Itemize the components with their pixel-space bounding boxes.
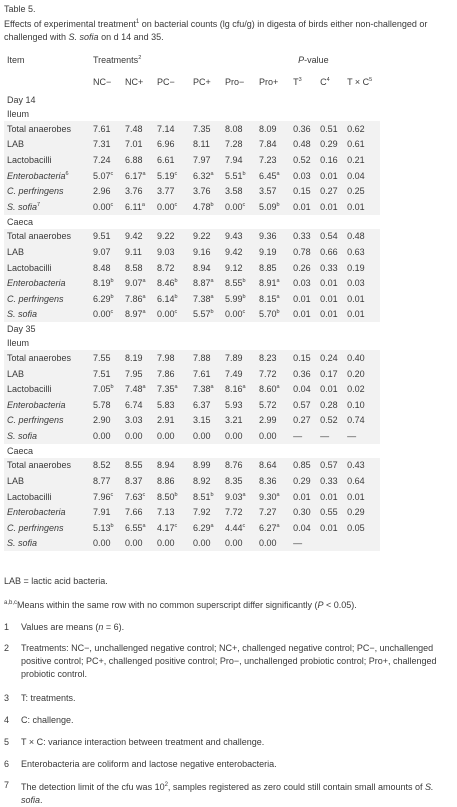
header-p-col: $T^3$ bbox=[293, 77, 302, 87]
value-cell: 9.22 bbox=[190, 229, 222, 245]
day-label: Day 14 bbox=[7, 95, 36, 105]
pvalue-cell: 0.01 bbox=[317, 381, 344, 397]
value-cell: 6.74 bbox=[122, 397, 154, 413]
value-cell: 7.13 bbox=[154, 504, 190, 520]
pvalue-cell: 0.36 bbox=[290, 121, 317, 137]
value-cell: 7.35 bbox=[190, 121, 222, 137]
table-label: Table 5. bbox=[4, 4, 36, 14]
value-cell: 7.63$^c$ bbox=[122, 489, 154, 505]
site-row bbox=[4, 444, 452, 458]
value-cell: 8.55$^b$ bbox=[222, 275, 256, 291]
value-cell: 2.99 bbox=[256, 413, 290, 429]
value-cell: 9.51 bbox=[90, 229, 122, 245]
pvalue-cell: 0.01 bbox=[317, 168, 344, 184]
table-row bbox=[4, 504, 452, 520]
row-label: S. sofia$^7$ bbox=[4, 199, 90, 215]
pvalue-cell: 0.21 bbox=[344, 152, 380, 168]
pvalue-cell: 0.52 bbox=[317, 413, 344, 429]
day-row bbox=[4, 322, 452, 336]
value-cell: 8.58 bbox=[122, 260, 154, 276]
value-cell: 7.48 bbox=[122, 121, 154, 137]
value-cell: 7.01 bbox=[122, 137, 154, 153]
value-cell: 8.37 bbox=[122, 473, 154, 489]
value-cell: 8.64 bbox=[256, 458, 290, 474]
value-cell: 7.14 bbox=[154, 121, 190, 137]
value-cell: 0.00 bbox=[222, 428, 256, 444]
pvalue-cell: 0.55 bbox=[317, 504, 344, 520]
value-cell: 3.21 bbox=[222, 413, 256, 429]
site-row bbox=[4, 107, 452, 121]
table-row bbox=[4, 307, 452, 323]
value-cell: 2.96 bbox=[90, 183, 122, 199]
value-cell: 6.45$^a$ bbox=[256, 168, 290, 184]
value-cell: 8.19 bbox=[122, 350, 154, 366]
table-row bbox=[4, 168, 452, 184]
header-col: NC+ bbox=[125, 77, 144, 87]
row-label: Total anaerobes bbox=[4, 350, 90, 366]
footnote-significance: $^{a,b,c}$Means within the same row with no common superscript differ significantly (P < 0.05). bbox=[4, 600, 357, 610]
pvalue-cell: 0.48 bbox=[290, 137, 317, 153]
pvalue-cell: 0.10 bbox=[344, 397, 380, 413]
site-label: Ileum bbox=[7, 109, 30, 119]
value-cell: 8.91$^a$ bbox=[256, 275, 290, 291]
value-cell: 7.27 bbox=[256, 504, 290, 520]
value-cell: 7.35$^a$ bbox=[154, 381, 190, 397]
value-cell: 9.43 bbox=[222, 229, 256, 245]
row-label: LAB bbox=[4, 137, 90, 153]
value-cell: 5.09$^b$ bbox=[256, 199, 290, 215]
row-label: Lactobacilli bbox=[4, 152, 90, 168]
pvalue-cell: 0.20 bbox=[344, 366, 380, 382]
value-cell: 7.24 bbox=[90, 152, 122, 168]
value-cell: 0.00 bbox=[122, 536, 154, 552]
pvalue-cell: 0.40 bbox=[344, 350, 380, 366]
value-cell: 8.46$^b$ bbox=[154, 275, 190, 291]
pvalue-cell: 0.52 bbox=[290, 152, 317, 168]
value-cell: 5.99$^b$ bbox=[222, 291, 256, 307]
table-row bbox=[4, 152, 452, 168]
value-cell: 3.57 bbox=[256, 183, 290, 199]
table-row bbox=[4, 350, 452, 366]
table-row bbox=[4, 244, 452, 260]
row-label: Lactobacilli bbox=[4, 489, 90, 505]
value-cell: 7.31 bbox=[90, 137, 122, 153]
value-cell: 3.58 bbox=[222, 183, 256, 199]
pvalue-cell: 0.03 bbox=[344, 275, 380, 291]
table-row bbox=[4, 428, 452, 444]
value-cell: 4.17$^c$ bbox=[154, 520, 190, 536]
pvalue-cell: 0.61 bbox=[344, 137, 380, 153]
value-cell: 7.94 bbox=[222, 152, 256, 168]
value-cell: 9.42 bbox=[222, 244, 256, 260]
value-cell: 8.60$^a$ bbox=[256, 381, 290, 397]
table-row bbox=[4, 397, 452, 413]
row-label: LAB bbox=[4, 473, 90, 489]
value-cell: 7.48$^a$ bbox=[122, 381, 154, 397]
value-cell: 0.00 bbox=[122, 428, 154, 444]
value-cell: 9.19 bbox=[256, 244, 290, 260]
row-label: Enterobacteria bbox=[4, 397, 90, 413]
pvalue-cell: 0.01 bbox=[344, 489, 380, 505]
value-cell: 7.66 bbox=[122, 504, 154, 520]
row-label: Enterobacteria bbox=[4, 275, 90, 291]
value-cell: 0.00 bbox=[256, 536, 290, 552]
pvalue-cell: 0.01 bbox=[317, 275, 344, 291]
value-cell: 7.38$^a$ bbox=[190, 381, 222, 397]
value-cell: 8.85 bbox=[256, 260, 290, 276]
pvalue-cell: 0.01 bbox=[290, 199, 317, 215]
pvalue-cell: 0.28 bbox=[317, 397, 344, 413]
value-cell: 8.99 bbox=[190, 458, 222, 474]
value-cell: 7.95 bbox=[122, 366, 154, 382]
pvalue-cell: 0.04 bbox=[290, 381, 317, 397]
value-cell: 6.14$^b$ bbox=[154, 291, 190, 307]
table-row bbox=[4, 260, 452, 276]
header-item: Item bbox=[7, 55, 25, 65]
pvalue-cell: 0.43 bbox=[344, 458, 380, 474]
value-cell: 8.50$^b$ bbox=[154, 489, 190, 505]
value-cell: 8.94 bbox=[154, 458, 190, 474]
pvalue-cell: 0.27 bbox=[290, 413, 317, 429]
row-label: S. sofia bbox=[4, 428, 90, 444]
pvalue-cell: 0.33 bbox=[290, 229, 317, 245]
table-document: Table 5. Effects of experimental treatment$^1$ on bacterial counts (lg cfu/g) in digesta of birds either non-challenged or challenged with S. sofia on d 14 and 35. Item Treatments$^2$ P-value NC− NC+ PC− PC+ Pro− Pro+ $T^3$ $C^4$ $T \times C^5$ Day 14 Ileum Total anaerobes 7.61 7.48 7.14 7.35 8.08 8.09 0.36 0.51 0.62 LAB 7.31 7.01 6.96 8.11 7.28 7.84 0.48 0.29 0.61 Lactobacilli 7.24 6.88 6.61 7.97 7.94 7.23 0.52 0.16 0.21 Enterobacteria$^6$ 5.07$^c$ 6.17$^a$ 5.19$^c$ 6.32$^a$ 5.51$^b$ 6.45$^a$ 0.03 0.01 0.04 C. perfringens 2.96 3.76 3.77 3.76 3.58 3.57 0.15 0.27 0.25 S. sofia$^7$ 0.00$^c$ 6.11$^a$ 0.00$^c$ 4.78$^b$ 0.00$^c$ 5.09$^b$ 0.01 0.01 0.01 Caeca Total anaerobes 9.51 9.42 9.22 9.22 9.43 9.36 0.33 0.54 0.48 LAB 9.07 9.11 9.03 9.16 9.42 9.19 0.78 0.66 0.63 Lactobacilli 8.48 8.58 8.72 8.94 9.12 8.85 0.26 0.33 0.19 Enterobacteria 8.19$^b$ 9.07$^a$ 8.46$^b$ 8.87$^a$ 8.55$^b$ 8.91$^a$ 0.03 0.01 0.03 C. perfringens 6.29$^b$ 7.86$^a$ 6.14$^b$ 7.38$^a$ 5.99$^b$ 8.15$^a$ 0.01 0.01 0.01 S. sofia 0.00$^c$ 8.97$^a$ 0.00$^c$ 5.57$^b$ 0.00$^c$ 5.70$^b$ 0.01 0.01 0.01 Day 35 Ileum Total anaerobes 7.55 8.19 7.98 7.88 7.89 8.23 0.15 0.24 0.40 LAB 7.51 7.95 7.86 7.61 7.49 7.72 0.36 0.17 0.20 Lactobacilli 7.05$^b$ 7.48$^a$ 7.35$^a$ 7.38$^a$ 8.16$^a$ 8.60$^a$ 0.04 0.01 0.02 Enterobacteria 5.78 6.74 5.83 6.37 5.93 5.72 0.57 0.28 0.10 C. perfringens 2.90 3.03 2.91 3.15 3.21 2.99 0.27 0.52 0.74 S. sofia 0.00 0.00 0.00 0.00 0.00 0.00 — — — Caeca Total anaerobes 8.52 8.55 8.94 8.99 8.76 8.64 0.85 0.57 0.43 LAB 8.77 8.37 8.86 8.92 8.35 8.36 0.29 0.33 0.64 Lactobacilli 7.96$^c$ 7.63$^c$ 8.50$^b$ 8.51$^b$ 9.03$^a$ 9.30$^a$ 0.01 0.01 0.01 Enterobacteria 7.91 7.66 7.13 7.92 7.72 7.27 0.30 0.55 0.29 C. perfringens 5.13$^b$ 6.55$^a$ 4.17$^c$ 6.29$^a$ 4.44$^c$ 6.27$^a$ 0.04 0.01 0.05 S. sofia 0.00 0.00 0.00 0.00 0.00 0.00 — LAB = lactic acid bacteria. $^{a,b,c}$Means within the same row with no common superscript differ significantly (P < 0.05). 1 Values are means (n = 6). 2 Treatments: NC−, unchallenged negative control; NC+, challenged negative control; PC−, unchallenged positive control; PC+, challenged positive control; Pro−, unchallenged probiotic control; Pro+, challenged probiotic control. 3 T: treatments. 4 C: challenge. 5 T × C: variance interaction between treatment and challenge. 6 Enterobacteria are coliform and lactose negative enterobacteria. 7 The detection limit of the cfu was $10^2$, samples registered as zero could still contain small amounts of S. sofia. bbox=[0, 0, 457, 784]
header-row-2 bbox=[4, 71, 452, 93]
header-col: PC− bbox=[157, 77, 175, 87]
value-cell: 8.23 bbox=[256, 350, 290, 366]
value-cell: 0.00$^c$ bbox=[90, 199, 122, 215]
table-row bbox=[4, 458, 452, 474]
pvalue-cell: 0.01 bbox=[317, 291, 344, 307]
header-p-col: $T \times C^5$ bbox=[347, 77, 373, 87]
row-label: LAB bbox=[4, 244, 90, 260]
row-label: Lactobacilli bbox=[4, 260, 90, 276]
value-cell: 6.61 bbox=[154, 152, 190, 168]
row-label: C. perfringens bbox=[4, 413, 90, 429]
value-cell: 9.12 bbox=[222, 260, 256, 276]
value-cell: 0.00 bbox=[190, 536, 222, 552]
value-cell: 7.88 bbox=[190, 350, 222, 366]
pvalue-cell: 0.63 bbox=[344, 244, 380, 260]
pvalue-cell: 0.03 bbox=[290, 275, 317, 291]
pvalue-cell: 0.26 bbox=[290, 260, 317, 276]
header-row-1 bbox=[4, 49, 452, 71]
value-cell: 7.86 bbox=[154, 366, 190, 382]
value-cell: 9.30$^a$ bbox=[256, 489, 290, 505]
value-cell: 9.07$^a$ bbox=[122, 275, 154, 291]
value-cell: 6.29$^a$ bbox=[190, 520, 222, 536]
pvalue-cell: 0.85 bbox=[290, 458, 317, 474]
value-cell: 0.00 bbox=[90, 536, 122, 552]
value-cell: 8.35 bbox=[222, 473, 256, 489]
value-cell: 8.94 bbox=[190, 260, 222, 276]
pvalue-cell: 0.62 bbox=[344, 121, 380, 137]
pvalue-cell: 0.64 bbox=[344, 473, 380, 489]
pvalue-cell: — bbox=[290, 536, 317, 552]
value-cell: 0.00$^c$ bbox=[154, 307, 190, 323]
table-row bbox=[4, 381, 452, 397]
header-pvalue: P-value bbox=[298, 55, 329, 65]
value-cell: 5.72 bbox=[256, 397, 290, 413]
table-row bbox=[4, 183, 452, 199]
footnote-lab: LAB = lactic acid bacteria. bbox=[4, 576, 108, 586]
pvalue-cell: 0.17 bbox=[317, 366, 344, 382]
value-cell: 0.00$^c$ bbox=[222, 307, 256, 323]
table-row bbox=[4, 229, 452, 245]
header-col: Pro+ bbox=[259, 77, 279, 87]
value-cell: 7.92 bbox=[190, 504, 222, 520]
pvalue-cell: 0.01 bbox=[344, 307, 380, 323]
table-row bbox=[4, 489, 452, 505]
value-cell: 8.36 bbox=[256, 473, 290, 489]
table-row bbox=[4, 473, 452, 489]
value-cell: 7.38$^a$ bbox=[190, 291, 222, 307]
value-cell: 0.00 bbox=[90, 428, 122, 444]
site-row bbox=[4, 215, 452, 229]
value-cell: 6.17$^a$ bbox=[122, 168, 154, 184]
value-cell: 0.00 bbox=[256, 428, 290, 444]
value-cell: 0.00 bbox=[190, 428, 222, 444]
value-cell: 7.61 bbox=[90, 121, 122, 137]
pvalue-cell: 0.29 bbox=[344, 504, 380, 520]
value-cell: 5.93 bbox=[222, 397, 256, 413]
row-label: C. perfringens bbox=[4, 291, 90, 307]
value-cell: 7.05$^b$ bbox=[90, 381, 122, 397]
pvalue-cell: 0.04 bbox=[290, 520, 317, 536]
pvalue-cell: 0.03 bbox=[290, 168, 317, 184]
value-cell: 7.61 bbox=[190, 366, 222, 382]
value-cell: 8.48 bbox=[90, 260, 122, 276]
row-label: S. sofia bbox=[4, 307, 90, 323]
table-row bbox=[4, 121, 452, 137]
row-label: S. sofia bbox=[4, 536, 90, 552]
value-cell: 3.03 bbox=[122, 413, 154, 429]
row-label: Enterobacteria$^6$ bbox=[4, 168, 90, 184]
value-cell: 8.86 bbox=[154, 473, 190, 489]
day-row bbox=[4, 93, 452, 107]
pvalue-cell: 0.27 bbox=[317, 183, 344, 199]
pvalue-cell: — bbox=[317, 428, 344, 444]
value-cell: 4.44$^c$ bbox=[222, 520, 256, 536]
value-cell: 8.19$^b$ bbox=[90, 275, 122, 291]
pvalue-cell: 0.05 bbox=[344, 520, 380, 536]
pvalue-cell: 0.54 bbox=[317, 229, 344, 245]
value-cell: 9.03$^a$ bbox=[222, 489, 256, 505]
pvalue-cell: 0.57 bbox=[290, 397, 317, 413]
value-cell: 5.83 bbox=[154, 397, 190, 413]
value-cell: 6.27$^a$ bbox=[256, 520, 290, 536]
pvalue-cell: 0.01 bbox=[317, 307, 344, 323]
value-cell: 6.37 bbox=[190, 397, 222, 413]
value-cell: 6.32$^a$ bbox=[190, 168, 222, 184]
value-cell: 5.57$^b$ bbox=[190, 307, 222, 323]
pvalue-cell: 0.01 bbox=[290, 291, 317, 307]
pvalue-cell: 0.78 bbox=[290, 244, 317, 260]
value-cell: 6.88 bbox=[122, 152, 154, 168]
value-cell: 5.19$^c$ bbox=[154, 168, 190, 184]
pvalue-cell: 0.16 bbox=[317, 152, 344, 168]
value-cell: 8.76 bbox=[222, 458, 256, 474]
value-cell: 5.51$^b$ bbox=[222, 168, 256, 184]
value-cell: 6.96 bbox=[154, 137, 190, 153]
pvalue-cell: 0.51 bbox=[317, 121, 344, 137]
value-cell: 6.11$^a$ bbox=[122, 199, 154, 215]
row-label: Total anaerobes bbox=[4, 229, 90, 245]
value-cell: 5.70$^b$ bbox=[256, 307, 290, 323]
pvalue-cell: 0.02 bbox=[344, 381, 380, 397]
value-cell: 7.72 bbox=[222, 504, 256, 520]
value-cell: 7.86$^a$ bbox=[122, 291, 154, 307]
value-cell: 7.98 bbox=[154, 350, 190, 366]
pvalue-cell: 0.57 bbox=[317, 458, 344, 474]
value-cell: 7.89 bbox=[222, 350, 256, 366]
value-cell: 5.78 bbox=[90, 397, 122, 413]
value-cell: 7.49 bbox=[222, 366, 256, 382]
value-cell: 9.11 bbox=[122, 244, 154, 260]
value-cell: 7.55 bbox=[90, 350, 122, 366]
pvalue-cell: — bbox=[344, 428, 380, 444]
value-cell: 8.87$^a$ bbox=[190, 275, 222, 291]
value-cell: 3.76 bbox=[122, 183, 154, 199]
value-cell: 7.96$^c$ bbox=[90, 489, 122, 505]
value-cell: 2.91 bbox=[154, 413, 190, 429]
site-label: Caeca bbox=[7, 445, 34, 456]
value-cell: 8.16$^a$ bbox=[222, 381, 256, 397]
pvalue-cell: 0.01 bbox=[317, 520, 344, 536]
pvalue-cell: 0.15 bbox=[290, 350, 317, 366]
value-cell: 0.00 bbox=[154, 428, 190, 444]
table-row bbox=[4, 366, 452, 382]
header-blank bbox=[4, 71, 90, 93]
pvalue-cell: 0.04 bbox=[344, 168, 380, 184]
row-label: C. perfringens bbox=[4, 520, 90, 536]
value-cell: 8.72 bbox=[154, 260, 190, 276]
value-cell: 3.15 bbox=[190, 413, 222, 429]
pvalue-cell: 0.29 bbox=[290, 473, 317, 489]
table-row bbox=[4, 275, 452, 291]
value-cell: 9.42 bbox=[122, 229, 154, 245]
pvalue-cell: 0.01 bbox=[344, 291, 380, 307]
pvalue-cell: 0.24 bbox=[317, 350, 344, 366]
value-cell: 8.11 bbox=[190, 137, 222, 153]
value-cell: 5.13$^b$ bbox=[90, 520, 122, 536]
site-label: Ileum bbox=[7, 338, 30, 349]
pvalue-cell: 0.01 bbox=[290, 489, 317, 505]
table-row bbox=[4, 520, 452, 536]
value-cell: 5.07$^c$ bbox=[90, 168, 122, 184]
pvalue-cell: 0.74 bbox=[344, 413, 380, 429]
value-cell: 0.00 bbox=[222, 536, 256, 552]
row-label: LAB bbox=[4, 366, 90, 382]
table-row bbox=[4, 291, 452, 307]
value-cell: 8.97$^a$ bbox=[122, 307, 154, 323]
header-col: PC+ bbox=[193, 77, 211, 87]
pvalue-cell bbox=[317, 536, 344, 552]
value-cell: 6.29$^b$ bbox=[90, 291, 122, 307]
bacterial-counts-table bbox=[4, 49, 452, 551]
header-p-col: $C^4$ bbox=[320, 77, 330, 87]
value-cell: 8.51$^b$ bbox=[190, 489, 222, 505]
value-cell: 3.76 bbox=[190, 183, 222, 199]
pvalue-cell: 0.25 bbox=[344, 183, 380, 199]
row-label: Total anaerobes bbox=[4, 121, 90, 137]
value-cell: 8.52 bbox=[90, 458, 122, 474]
value-cell: 7.84 bbox=[256, 137, 290, 153]
pvalue-cell: 0.01 bbox=[317, 489, 344, 505]
value-cell: 0.00 bbox=[154, 536, 190, 552]
value-cell: 9.16 bbox=[190, 244, 222, 260]
site-row bbox=[4, 336, 452, 350]
row-label: Lactobacilli bbox=[4, 381, 90, 397]
pvalue-cell: 0.19 bbox=[344, 260, 380, 276]
header-treatments: Treatments$^2$ bbox=[93, 55, 142, 65]
value-cell: 8.77 bbox=[90, 473, 122, 489]
pvalue-cell: 0.15 bbox=[290, 183, 317, 199]
row-label: C. perfringens bbox=[4, 183, 90, 199]
pvalue-cell: 0.01 bbox=[290, 307, 317, 323]
value-cell: 9.03 bbox=[154, 244, 190, 260]
site-label: Caeca bbox=[7, 216, 34, 227]
pvalue-cell: 0.29 bbox=[317, 137, 344, 153]
value-cell: 7.72 bbox=[256, 366, 290, 382]
value-cell: 7.97 bbox=[190, 152, 222, 168]
table-caption: Table 5. Effects of experimental treatment$^1$ on bacterial counts (lg cfu/g) in digesta of birds either non-challenged or challenged with S. sofia on d 14 and 35. bbox=[4, 4, 428, 42]
value-cell: 9.22 bbox=[154, 229, 190, 245]
pvalue-cell: 0.33 bbox=[317, 473, 344, 489]
table-row bbox=[4, 536, 452, 552]
row-label: Enterobacteria bbox=[4, 504, 90, 520]
pvalue-cell: 0.48 bbox=[344, 229, 380, 245]
value-cell: 9.07 bbox=[90, 244, 122, 260]
pvalue-cell bbox=[344, 536, 380, 552]
table-row bbox=[4, 413, 452, 429]
day-label: Day 35 bbox=[7, 324, 36, 335]
value-cell: 7.51 bbox=[90, 366, 122, 382]
value-cell: 0.00$^c$ bbox=[222, 199, 256, 215]
value-cell: 0.00$^c$ bbox=[154, 199, 190, 215]
row-label: Total anaerobes bbox=[4, 458, 90, 474]
value-cell: 8.15$^a$ bbox=[256, 291, 290, 307]
table-row bbox=[4, 199, 452, 215]
value-cell: 8.92 bbox=[190, 473, 222, 489]
value-cell: 4.78$^b$ bbox=[190, 199, 222, 215]
value-cell: 7.28 bbox=[222, 137, 256, 153]
value-cell: 0.00$^c$ bbox=[90, 307, 122, 323]
value-cell: 8.55 bbox=[122, 458, 154, 474]
table-row bbox=[4, 137, 452, 153]
value-cell: 8.08 bbox=[222, 121, 256, 137]
pvalue-cell: 0.01 bbox=[317, 199, 344, 215]
header-col: Pro− bbox=[225, 77, 245, 87]
pvalue-cell: — bbox=[290, 428, 317, 444]
pvalue-cell: 0.30 bbox=[290, 504, 317, 520]
value-cell: 3.77 bbox=[154, 183, 190, 199]
pvalue-cell: 0.66 bbox=[317, 244, 344, 260]
header-col: NC− bbox=[93, 77, 112, 87]
pvalue-cell: 0.33 bbox=[317, 260, 344, 276]
value-cell: 8.09 bbox=[256, 121, 290, 137]
pvalue-cell: 0.01 bbox=[344, 199, 380, 215]
value-cell: 7.23 bbox=[256, 152, 290, 168]
value-cell: 9.36 bbox=[256, 229, 290, 245]
value-cell: 6.55$^a$ bbox=[122, 520, 154, 536]
value-cell: 2.90 bbox=[90, 413, 122, 429]
value-cell: 7.91 bbox=[90, 504, 122, 520]
pvalue-cell: 0.36 bbox=[290, 366, 317, 382]
